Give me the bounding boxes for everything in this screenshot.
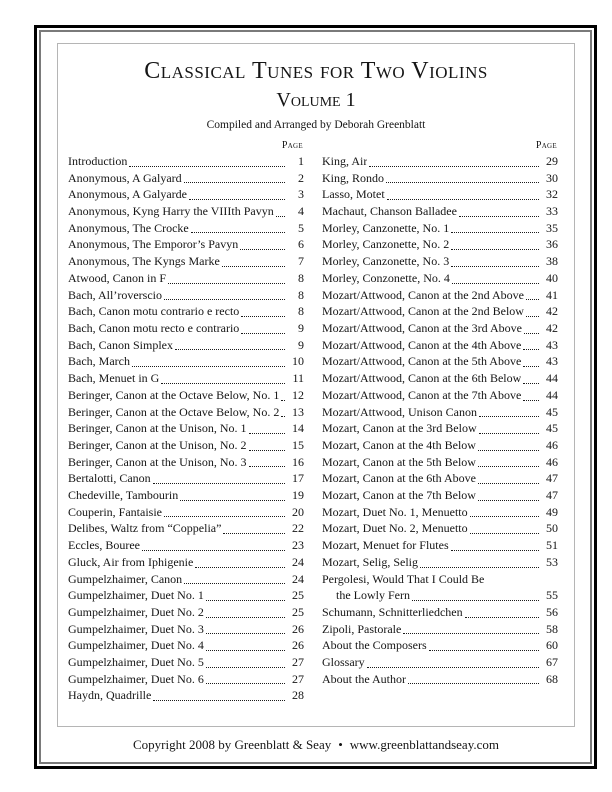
toc-leader-dots xyxy=(385,186,540,203)
toc-leader-dots xyxy=(410,587,540,604)
toc-entry-page: 50 xyxy=(546,521,558,536)
toc-entry-title: Mozart/Attwood, Canon at the 2nd Below xyxy=(322,304,524,319)
toc-entry-page: 43 xyxy=(546,354,558,369)
toc-entry-title: Mozart, Menuet for Flutes xyxy=(322,538,449,553)
toc-entry-page: 20 xyxy=(292,504,304,519)
toc-leader-dots xyxy=(524,287,540,304)
toc-row xyxy=(322,604,558,621)
toc-row xyxy=(68,537,304,554)
toc-entry-title: Morley, Canzonette, No. 2 xyxy=(322,237,450,252)
toc-entry-page: 51 xyxy=(546,538,558,553)
toc-entry-title: Gumpelzhaimer, Duet No. 2 xyxy=(68,604,204,619)
toc-leader-dots xyxy=(449,220,540,237)
toc-entry-title: Beringer, Canon at the Unison, No. 1 xyxy=(68,421,247,436)
toc-row xyxy=(68,571,304,588)
toc-entry-page: 8 xyxy=(298,287,304,302)
toc-leader-dots xyxy=(365,654,540,671)
website-text: www.greenblattandseay.com xyxy=(349,736,499,752)
toc-row xyxy=(322,353,558,370)
toc-leader-dots xyxy=(477,404,540,421)
toc-entry-title: Gluck, Air from Iphigenie xyxy=(68,554,194,569)
toc-entry-page: 10 xyxy=(292,354,304,369)
toc-entry-page: 2 xyxy=(298,170,304,185)
toc-entry-title: Mozart, Canon at the 6th Above xyxy=(322,471,476,486)
toc-leader-dots xyxy=(220,253,286,270)
toc-entry-page: 26 xyxy=(292,621,304,636)
toc-entry-title: Bach, Menuet in G xyxy=(68,371,160,386)
toc-entry-title: Delibes, Waltz from “Coppelia” xyxy=(68,521,222,536)
toc-leader-dots xyxy=(449,253,540,270)
toc-entry-title: Anonymous, A Galyard xyxy=(68,170,182,185)
toc-entry-title: Mozart/Attwood, Canon at the 2nd Above xyxy=(322,287,524,302)
byline: Compiled and Arranged by Deborah Greenblatt xyxy=(206,118,426,131)
toc-entry-page: 16 xyxy=(292,454,304,469)
decorative-border-inner xyxy=(39,30,592,764)
toc-entry-title: Anonymous, A Galyarde xyxy=(68,187,187,202)
toc-entry-title: Atwood, Canon in F xyxy=(68,270,167,285)
toc-row xyxy=(322,387,558,404)
toc-row xyxy=(68,253,304,270)
toc-entry-title: Anonymous, The Crocke xyxy=(68,220,189,235)
toc-row xyxy=(322,470,558,487)
toc-row xyxy=(322,554,558,571)
toc-entry-title: Couperin, Fantaisie xyxy=(68,504,162,519)
toc-entry-title: Schumann, Schnitterliedchen xyxy=(322,604,463,619)
toc-leader-dots xyxy=(521,353,540,370)
toc-leader-dots xyxy=(221,520,286,537)
toc-entry-page: 42 xyxy=(546,321,558,335)
toc-entry-title: Anonymous, The Kyngs Marke xyxy=(68,254,220,269)
toc-row xyxy=(68,404,304,421)
toc-entry-page: 60 xyxy=(546,638,558,653)
toc-leader-dots xyxy=(521,337,540,354)
toc-entry-title: Chedeville, Tambourin xyxy=(68,488,179,503)
toc-entry-page: 53 xyxy=(546,554,558,569)
toc-leader-dots xyxy=(130,353,286,370)
toc-entry-page: 26 xyxy=(292,638,304,653)
toc-entry-page: 25 xyxy=(292,588,304,603)
toc-row xyxy=(322,654,558,671)
toc-leader-dots xyxy=(477,420,540,437)
toc-row xyxy=(322,587,558,604)
toc-entry-page: 38 xyxy=(546,254,558,269)
toc-entry-title: Introduction xyxy=(68,153,128,168)
toc-leader-dots xyxy=(173,337,286,354)
toc-leader-dots xyxy=(204,587,286,604)
toc-leader-dots xyxy=(401,621,540,638)
toc-leader-dots xyxy=(418,554,540,571)
toc-entry-page: 13 xyxy=(292,404,304,419)
toc-leader-dots xyxy=(238,236,286,253)
toc-entry-page: 9 xyxy=(298,321,304,335)
toc-entry-title: King, Air xyxy=(322,153,368,168)
toc-entry-title: About the Author xyxy=(322,671,406,686)
toc-leader-dots xyxy=(151,470,286,487)
toc-leader-dots xyxy=(279,404,286,421)
toc-entry-page: 23 xyxy=(292,538,304,553)
toc-row xyxy=(68,587,304,604)
toc-entry-title: Eccles, Bouree xyxy=(68,538,140,553)
toc-leader-dots xyxy=(247,420,287,437)
toc-entry-page: 46 xyxy=(546,454,558,469)
toc-entry-page: 67 xyxy=(546,655,558,670)
toc-entry-title: Gumpelzhaimer, Duet No. 5 xyxy=(68,655,204,670)
toc-row xyxy=(68,353,304,370)
toc-column-right xyxy=(322,139,558,704)
toc-entry-title: Mozart, Duet No. 1, Menuetto xyxy=(322,504,468,519)
toc-leader-dots xyxy=(151,687,286,704)
toc-leader-dots xyxy=(178,487,286,504)
toc-leader-dots xyxy=(127,153,286,170)
toc-entry-title: Anonymous, Kyng Harry the VIIIth Pavyn xyxy=(68,204,274,219)
toc-row xyxy=(322,520,558,537)
toc-entry-page: 45 xyxy=(546,404,558,419)
toc-leader-dots xyxy=(204,604,286,621)
toc-row xyxy=(68,370,304,387)
toc-leader-dots xyxy=(204,671,286,688)
toc-entry-title: Beringer, Canon at the Octave Below, No. 1 xyxy=(68,387,280,402)
toc-entry-page: 32 xyxy=(546,187,558,202)
toc-entry-title: Bertalotti, Canon xyxy=(68,471,151,486)
toc-leader-dots xyxy=(187,186,286,203)
toc-entry-title: Morley, Conzonette, No. 4 xyxy=(322,270,450,285)
toc-entry-title: Gumpelzhaimer, Duet No. 3 xyxy=(68,621,204,636)
toc-entry-title: Gumpelzhaimer, Duet No. 6 xyxy=(68,671,204,686)
toc-entry-page: 22 xyxy=(292,521,304,536)
toc-entry-page: 11 xyxy=(292,371,304,386)
toc-row xyxy=(322,537,558,554)
toc-entry-title: Bach, March xyxy=(68,354,130,369)
toc-row xyxy=(322,236,558,253)
toc-row xyxy=(322,203,558,220)
toc-entry-title: Mozart, Canon at the 4th Below xyxy=(322,437,476,452)
toc-row xyxy=(68,504,304,521)
table-of-contents xyxy=(58,132,574,704)
toc-row xyxy=(322,571,558,588)
toc-row xyxy=(322,437,558,454)
toc-entry-page: 27 xyxy=(292,671,304,686)
toc-entry-page: 9 xyxy=(298,337,304,352)
toc-entry-page: 15 xyxy=(292,437,304,452)
toc-leader-dots xyxy=(247,437,287,454)
toc-rows-right xyxy=(322,153,558,688)
toc-entry-title: Mozart, Duet No. 2, Menuetto xyxy=(322,521,468,536)
toc-entry-page: 8 xyxy=(298,304,304,319)
toc-leader-dots xyxy=(476,487,540,504)
toc-entry-title: Gumpelzhaimer, Duet No. 4 xyxy=(68,638,204,653)
toc-row xyxy=(68,236,304,253)
toc-row xyxy=(322,320,558,337)
toc-entry-page: 25 xyxy=(292,604,304,619)
toc-entry-title: Mozart/Attwood, Unison Canon xyxy=(322,404,477,419)
toc-leader-dots xyxy=(476,454,540,471)
toc-entry-title: Bach, Canon motu recto e contrario xyxy=(68,321,240,335)
volume-label: Volume 1 xyxy=(276,88,356,111)
toc-leader-dots xyxy=(449,236,540,253)
toc-row xyxy=(322,170,558,187)
toc-entry-title: Beringer, Canon at the Unison, No. 2 xyxy=(68,437,247,452)
toc-entry-title: Machaut, Chanson Balladee xyxy=(322,204,457,219)
toc-row xyxy=(68,153,304,170)
toc-entry-page: 12 xyxy=(292,387,304,402)
toc-entry-page: 44 xyxy=(546,387,558,402)
page-column-header-left: Page xyxy=(281,139,303,151)
toc-entry-page: 8 xyxy=(298,270,304,285)
toc-entry-title: Mozart, Canon at the 5th Below xyxy=(322,454,476,469)
toc-row xyxy=(68,437,304,454)
decorative-border-outer xyxy=(34,25,597,769)
toc-leader-dots xyxy=(384,170,540,187)
toc-row xyxy=(322,220,558,237)
toc-entry-title: Morley, Canzonette, No. 3 xyxy=(322,254,450,269)
toc-content-box xyxy=(57,43,575,727)
toc-row xyxy=(322,404,558,421)
toc-entry-page: 7 xyxy=(298,254,304,269)
toc-entry-title-continued: the Lowly Fern xyxy=(336,588,410,603)
toc-entry-title: Haydn, Quadrille xyxy=(68,688,152,703)
toc-entry-page: 68 xyxy=(546,671,558,686)
toc-entry-page: 29 xyxy=(546,153,558,168)
copyright-text: Copyright 2008 by Greenblatt & Seay xyxy=(133,736,332,752)
toc-row xyxy=(68,387,304,404)
toc-row xyxy=(322,186,558,203)
toc-entry-page: 33 xyxy=(546,204,558,219)
toc-entry-title: Mozart, Canon at the 7th Below xyxy=(322,488,476,503)
toc-entry-page: 35 xyxy=(546,220,558,235)
toc-leader-dots xyxy=(193,554,286,571)
toc-entry-title: Lasso, Motet xyxy=(322,187,385,202)
toc-leader-dots xyxy=(274,203,286,220)
toc-entry-page: 36 xyxy=(546,237,558,252)
toc-entry-title: Mozart/Attwood, Canon at the 7th Above xyxy=(322,387,522,402)
toc-leader-dots xyxy=(457,203,540,220)
toc-leader-dots xyxy=(189,220,286,237)
masthead xyxy=(58,44,574,132)
toc-row xyxy=(68,470,304,487)
toc-entry-page: 41 xyxy=(546,287,558,302)
toc-leader-dots xyxy=(427,637,540,654)
toc-entry-title: Gumpelzhaimer, Canon xyxy=(68,571,183,586)
toc-row xyxy=(322,270,558,287)
toc-row xyxy=(68,320,304,337)
toc-leader-dots xyxy=(162,287,286,304)
toc-leader-dots xyxy=(524,303,540,320)
toc-entry-page: 44 xyxy=(546,371,558,386)
toc-leader-dots xyxy=(239,320,286,337)
toc-row xyxy=(68,303,304,320)
toc-entry-page: 6 xyxy=(298,237,304,252)
toc-leader-dots xyxy=(204,654,286,671)
toc-row xyxy=(68,687,304,704)
toc-entry-title: Mozart/Attwood, Canon at the 6th Below xyxy=(322,371,522,386)
toc-entry-title: Mozart/Attwood, Canon at the 5th Above xyxy=(322,354,522,369)
toc-leader-dots xyxy=(204,621,286,638)
toc-entry-page: 55 xyxy=(546,588,558,603)
toc-entry-page: 47 xyxy=(546,488,558,503)
toc-entry-title: Bach, Canon Simplex xyxy=(68,337,173,352)
toc-row xyxy=(322,454,558,471)
toc-leader-dots xyxy=(476,470,540,487)
toc-entry-page: 24 xyxy=(292,554,304,569)
toc-entry-page: 47 xyxy=(546,471,558,486)
toc-leader-dots xyxy=(239,303,286,320)
toc-leader-dots xyxy=(476,437,540,454)
toc-entry-page: 27 xyxy=(292,655,304,670)
toc-leader-dots xyxy=(450,270,540,287)
page-column-header-right: Page xyxy=(535,139,557,151)
toc-row xyxy=(68,454,304,471)
toc-row xyxy=(322,287,558,304)
toc-leader-dots xyxy=(406,671,540,688)
toc-row xyxy=(322,487,558,504)
toc-entry-title: Beringer, Canon at the Unison, No. 3 xyxy=(68,454,247,469)
toc-entry-title: Pergolesi, Would That I Could Be xyxy=(322,571,485,586)
toc-row xyxy=(68,186,304,203)
toc-row xyxy=(322,337,558,354)
toc-entry-page: 56 xyxy=(546,604,558,619)
toc-entry-page: 19 xyxy=(292,488,304,503)
toc-leader-dots xyxy=(162,504,286,521)
toc-entry-title: King, Rondo xyxy=(322,170,385,185)
toc-leader-dots xyxy=(182,170,286,187)
toc-row xyxy=(68,520,304,537)
toc-row xyxy=(68,621,304,638)
toc-leader-dots xyxy=(463,604,540,621)
toc-entry-title: Mozart, Canon at the 3rd Below xyxy=(322,421,477,436)
toc-entry-title: Gumpelzhaimer, Duet No. 1 xyxy=(68,588,204,603)
toc-row xyxy=(68,420,304,437)
toc-entry-page: 46 xyxy=(546,437,558,452)
toc-entry-page: 30 xyxy=(546,170,558,185)
toc-entry-page: 28 xyxy=(292,688,304,703)
toc-row xyxy=(68,220,304,237)
toc-leader-dots xyxy=(449,537,540,554)
toc-entry-page: 14 xyxy=(292,421,304,436)
toc-row xyxy=(322,253,558,270)
toc-leader-dots xyxy=(367,153,540,170)
toc-entry-title: Mozart/Attwood, Canon at the 3rd Above xyxy=(322,321,522,335)
toc-entry-page: 17 xyxy=(292,471,304,486)
toc-entry-title: Mozart/Attwood, Canon at the 4th Above xyxy=(322,337,522,352)
toc-row xyxy=(68,270,304,287)
toc-leader-dots xyxy=(468,520,540,537)
toc-row xyxy=(322,303,558,320)
toc-row xyxy=(322,637,558,654)
toc-column-left xyxy=(68,139,304,704)
toc-row xyxy=(68,287,304,304)
toc-entry-page: 1 xyxy=(298,153,304,168)
toc-row xyxy=(68,654,304,671)
toc-entry-title: Bach, All’roverscio xyxy=(68,287,162,302)
toc-leader-dots xyxy=(247,454,287,471)
toc-row xyxy=(68,554,304,571)
copyright-footer xyxy=(57,727,575,762)
book-title: Classical Tunes for Two Violins xyxy=(144,58,488,84)
toc-entry-page: 5 xyxy=(298,220,304,235)
toc-entry-title: Bach, Canon motu contrario e recto xyxy=(68,304,240,319)
toc-entry-title: Beringer, Canon at the Octave Below, No. 2 xyxy=(68,404,280,419)
toc-entry-title: Glossary xyxy=(322,655,365,670)
toc-leader-dots xyxy=(140,537,286,554)
toc-row xyxy=(68,487,304,504)
toc-rows-left xyxy=(68,153,304,704)
toc-entry-title: Zipoli, Pastorale xyxy=(322,621,402,636)
toc-entry-page: 43 xyxy=(546,337,558,352)
toc-row xyxy=(322,370,558,387)
toc-entry-title: Anonymous, The Emporor’s Pavyn xyxy=(68,237,239,252)
toc-row xyxy=(68,203,304,220)
toc-entry-page: 58 xyxy=(546,621,558,636)
toc-entry-page: 3 xyxy=(298,187,304,202)
toc-entry-page: 40 xyxy=(546,270,558,285)
toc-entry-page: 24 xyxy=(292,571,304,586)
toc-row xyxy=(322,671,558,688)
toc-leader-dots xyxy=(159,370,286,387)
toc-entry-page: 45 xyxy=(546,421,558,436)
bullet-separator: • xyxy=(338,736,343,752)
toc-row xyxy=(68,637,304,654)
toc-entry-page: 42 xyxy=(546,304,558,319)
toc-leader-dots xyxy=(522,320,540,337)
toc-row xyxy=(322,153,558,170)
toc-row xyxy=(68,170,304,187)
toc-row xyxy=(322,621,558,638)
toc-row xyxy=(68,671,304,688)
toc-leader-dots xyxy=(166,270,286,287)
toc-entry-page: 49 xyxy=(546,504,558,519)
toc-leader-dots xyxy=(279,387,286,404)
toc-entry-title: Mozart, Selig, Selig xyxy=(322,554,418,569)
toc-leader-dots xyxy=(521,387,540,404)
toc-entry-title: About the Composers xyxy=(322,638,427,653)
toc-row xyxy=(322,420,558,437)
toc-entry-title: Morley, Canzonette, No. 1 xyxy=(322,220,450,235)
toc-leader-dots xyxy=(182,571,286,588)
toc-entry-page: 4 xyxy=(298,204,304,219)
toc-leader-dots xyxy=(204,637,286,654)
toc-row xyxy=(68,337,304,354)
toc-leader-dots xyxy=(521,370,540,387)
toc-row xyxy=(68,604,304,621)
toc-row xyxy=(322,504,558,521)
toc-leader-dots xyxy=(468,504,540,521)
